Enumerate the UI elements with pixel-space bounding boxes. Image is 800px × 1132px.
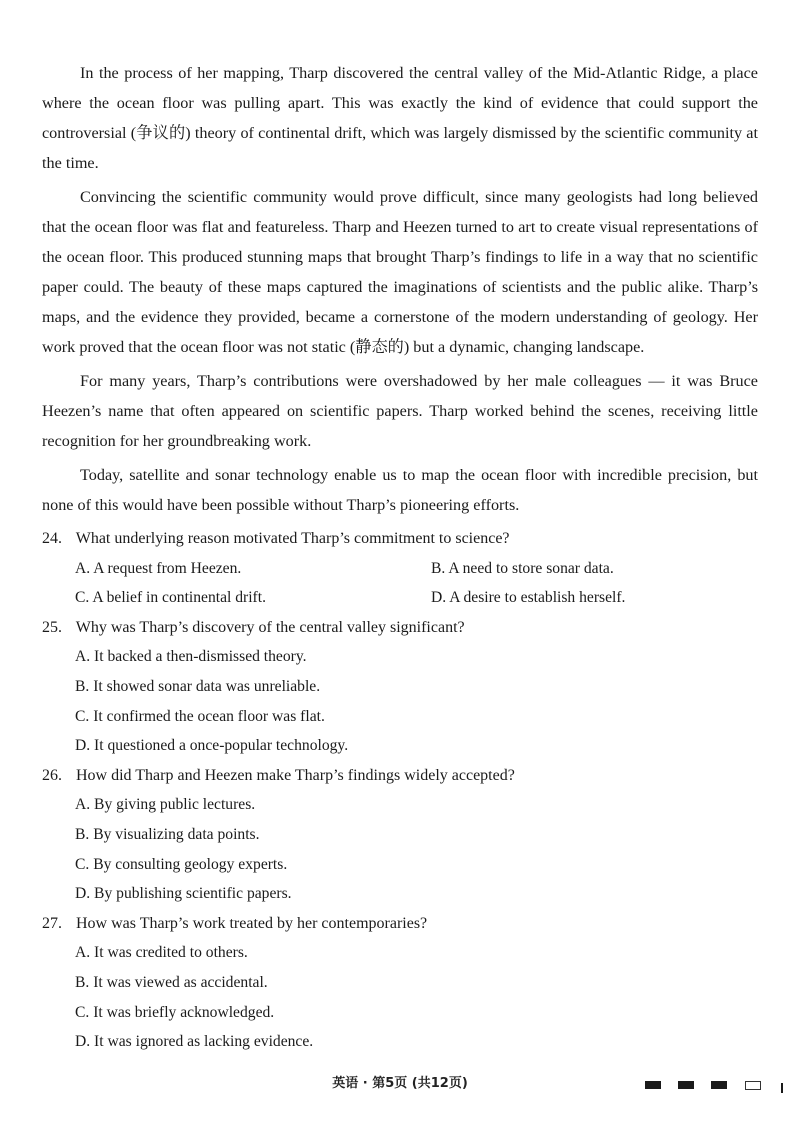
page-footer: 英语 · 第5页 (共12页) [332,1076,468,1091]
edge-tick-mark [781,1083,783,1093]
question-25 [42,613,758,761]
option-c: C. It confirmed the ocean floor was flat. [75,707,325,725]
question-text: What underlying reason motivated Tharp’s commitment to science? [75,530,510,547]
question-text: Why was Tharp’s discovery of the central valley significant? [75,618,465,636]
option-b: B. It showed sonar data was unreliable. [75,677,321,695]
question-stem [42,613,758,643]
option-a: A. By giving public lectures. [75,796,256,814]
option-a: A. It was credited to others. [75,944,248,962]
passage-paragraph-4: Today, satellite and sonar technology enable us to map the ocean floor with incredible precision, but none of this would have been possible without Tharp’s pioneering efforts. [42,466,758,514]
question-27 [42,909,758,1057]
passage-paragraph-3: For many years, Tharp’s contributions were overshadowed by her male colleagues — it was Bruce Heezen’s name that often appeared on scientific papers. Tharp worked behind the scenes, receiving little recognition for her groundbreaking work. [42,372,758,450]
question-options [42,938,758,1056]
question-text: How did Tharp and Heezen make Tharp’s findings widely accepted? [76,766,515,784]
question-stem [42,524,758,554]
scan-mark-filled [678,1081,694,1089]
scan-mark-filled [711,1081,727,1089]
option-d: D. A desire to establish herself. [431,589,626,607]
question-stem [42,761,758,791]
scan-mark-hollow [745,1081,761,1090]
question-number: 25. [42,618,62,636]
passage-paragraph-2: Convincing the scientific community would prove difficult, since many geologists had long believed that the ocean floor was flat and featureless. Tharp and Heezen turned to art to create visual representations of the ocean floor. This produced stunning maps that brought Tharp’s findings to life in a way that no scientific paper could. The beauty of these maps captured the imaginations of scientists and the public alike. Tharp’s maps, and the evidence they provided, became a cornerstone of the modern understanding of geology. Her work proved that the ocean floor was not static (静态的) but a dynamic, changing landscape. [42,188,758,356]
question-number: 24. [42,530,62,547]
passage-paragraph-1: In the process of her mapping, Tharp discovered the central valley of the Mid-Atlantic Ridge, a place where the ocean floor was pulling apart. This was exactly the kind of evidence that could support the controversial (争议的) theory of continental drift, which was largely dismissed by the scientific community at the time. [42,64,758,172]
option-c: C. It was briefly acknowledged. [75,1003,275,1021]
option-b: B. By visualizing data points. [75,825,260,843]
question-26 [42,761,758,909]
exam-page [42,58,758,1057]
question-stem [42,909,758,939]
option-d: D. It was ignored as lacking evidence. [75,1033,314,1051]
option-a: A. It backed a then-dismissed theory. [75,648,307,666]
option-c: C. By consulting geology experts. [75,855,288,873]
question-number: 26. [42,766,62,784]
question-options [42,790,758,908]
scan-mark-filled [645,1081,661,1089]
option-c: C. A belief in continental drift. [75,589,266,607]
question-text: How was Tharp’s work treated by her contemporaries? [76,914,428,932]
option-b: B. It was viewed as accidental. [75,973,268,991]
option-a: A. A request from Heezen. [75,559,242,577]
question-options [42,554,758,613]
question-number: 27. [42,914,62,932]
option-d: D. It questioned a once-popular technology. [75,737,349,755]
option-d: D. By publishing scientific papers. [75,885,292,903]
question-24 [42,524,758,613]
question-options [42,642,758,760]
option-b: B. A need to store sonar data. [431,559,614,577]
